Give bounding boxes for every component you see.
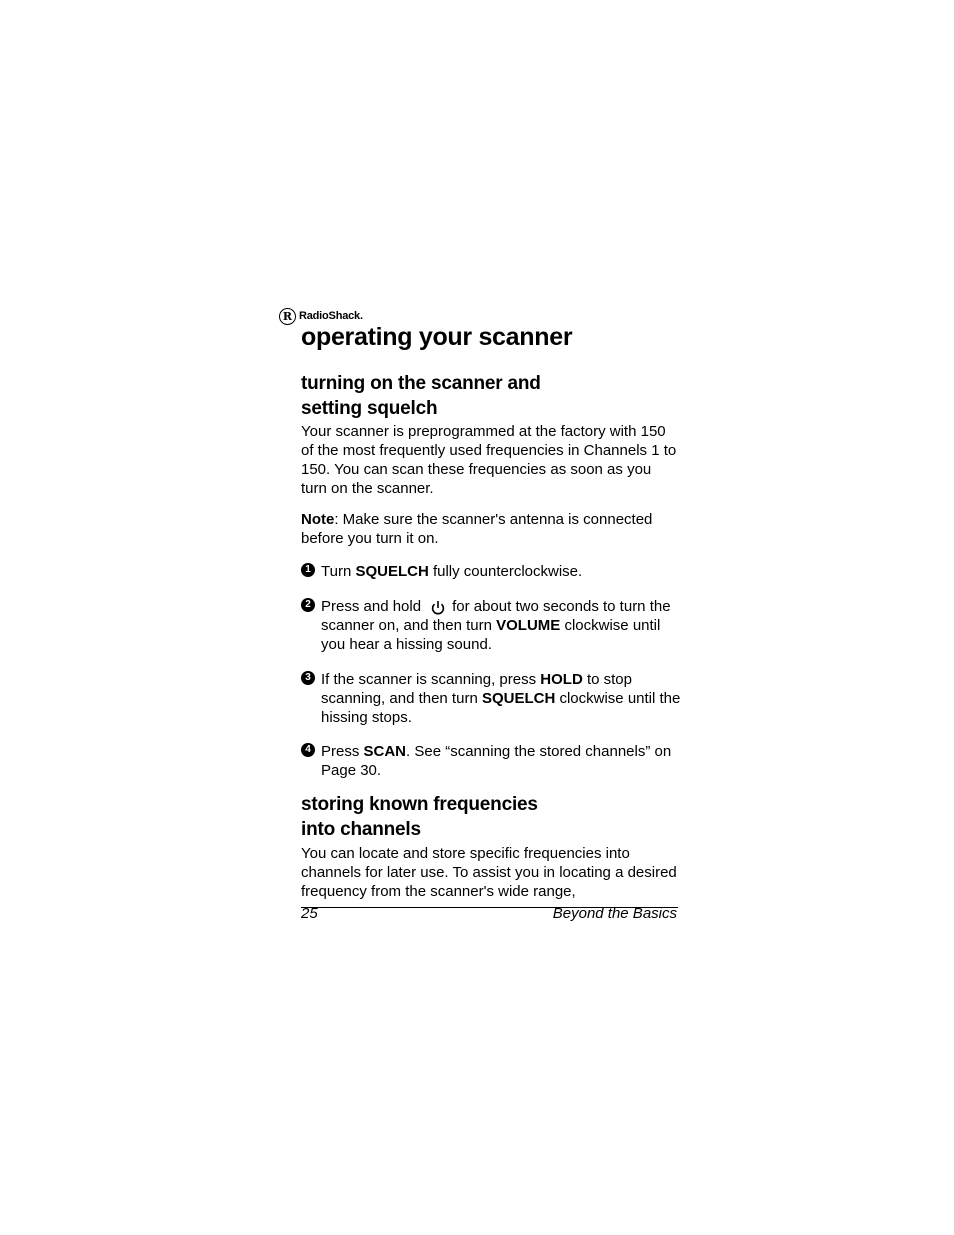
control-name: SQUELCH bbox=[481, 690, 556, 707]
heading-line: setting squelch bbox=[301, 398, 438, 419]
page-title: operating your scanner bbox=[301, 323, 573, 351]
step-text: Turn bbox=[321, 563, 356, 580]
section-heading-squelch bbox=[301, 371, 631, 421]
step-3 bbox=[301, 670, 681, 727]
heading-line: turning on the scanner and bbox=[301, 373, 541, 394]
step-text: clockwise until the hissing stops. bbox=[321, 690, 681, 726]
step-number: 3 bbox=[301, 671, 315, 685]
page-footer bbox=[301, 905, 677, 922]
step-text: clockwise until you hear a hissing sound. bbox=[321, 617, 661, 653]
intro-paragraph: Your scanner is preprogrammed at the factory with 150 of the most frequently used frequencies in Channels 1 to 150. You can scan these frequencies as soon as you turn on the scanner. bbox=[301, 423, 677, 497]
brand-name: RadioShack. bbox=[299, 310, 363, 322]
control-name: VOLUME bbox=[496, 617, 561, 634]
step-text: If the scanner is scanning, press bbox=[321, 671, 541, 688]
note-paragraph bbox=[301, 510, 681, 548]
section-heading-storing bbox=[301, 792, 631, 842]
control-name: HOLD bbox=[540, 671, 583, 688]
step-text: fully counterclockwise. bbox=[428, 563, 583, 580]
step-number: 1 bbox=[301, 563, 315, 577]
control-name: SQUELCH bbox=[355, 563, 429, 580]
step-number: 2 bbox=[301, 598, 315, 612]
note-text: : Make sure the scanner's antenna is connected before you turn it on. bbox=[301, 511, 653, 547]
power-icon bbox=[429, 599, 447, 615]
step-4 bbox=[301, 742, 681, 780]
registered-mark-icon: R bbox=[279, 308, 296, 325]
chapter-name: Beyond the Basics bbox=[552, 905, 677, 922]
storing-paragraph: You can locate and store specific frequencies into channels for later use. To assist you in locating a desired frequency from the scanner's wide range, bbox=[301, 845, 677, 900]
step-text: to stop scanning, and then turn bbox=[321, 671, 632, 707]
step-1 bbox=[301, 562, 681, 581]
control-name: SCAN bbox=[363, 743, 407, 760]
step-number: 4 bbox=[301, 743, 315, 757]
step-text: Press and hold bbox=[321, 598, 422, 615]
heading-line: into channels bbox=[301, 819, 421, 840]
step-2 bbox=[301, 597, 681, 654]
step-text: Press bbox=[321, 743, 364, 760]
step-text: . See “scanning the stored channels” on Page 30. bbox=[321, 743, 672, 779]
step-text: for about two seconds to turn the scanner on, and then turn bbox=[321, 598, 671, 634]
note-label: Note bbox=[301, 511, 335, 528]
heading-line: storing known frequencies bbox=[301, 794, 538, 815]
page-number: 25 bbox=[301, 905, 318, 922]
